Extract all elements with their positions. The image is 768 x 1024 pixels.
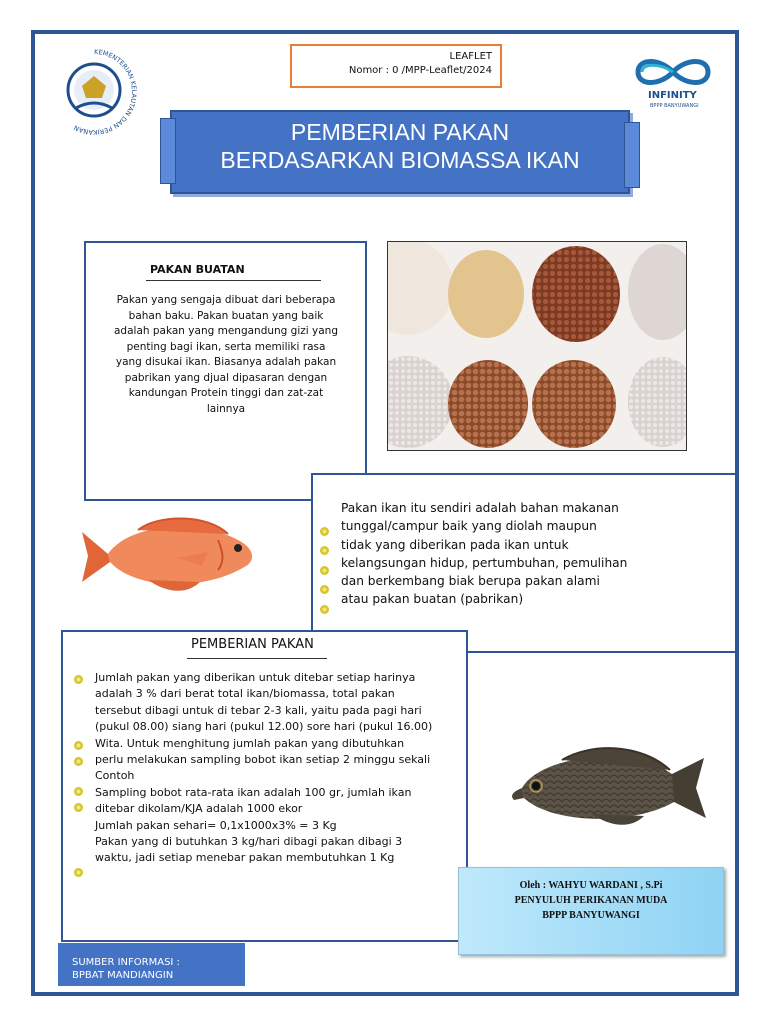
author-institution: BPPP BANYUWANGI [542, 910, 640, 921]
leaflet-number: Nomor : 0 /MPP-Leaflet/2024 [348, 65, 492, 76]
bullet-icon [73, 756, 84, 767]
feed-pellets-photo [387, 241, 687, 451]
bullet-icon [319, 584, 330, 595]
title-line-1: PEMBERIAN PAKAN [290, 119, 510, 145]
contoh-line-2: Jumlah pakan sehari= 0,1x1000x3% = 3 Kg [95, 818, 337, 832]
pakan-buatan-text: Pakan yang sengaja dibuat dari beberapa bahan baku. Pakan buatan yang baik adalah pakan yang mengandung gizi yang penting bagi ikan, serta memiliki rasa yang disukai ikan. Biasanya adalah pakan pabrikan yang djual dipasaran dengan kandungan Protein tinggi dan zat-zat lainnya [114, 294, 338, 415]
kkp-logo-text: KEMENTERIAN KELAUTAN DAN PERIKANAN [72, 47, 139, 137]
bullet-icon [319, 604, 330, 615]
contoh-label: Contoh [95, 769, 135, 783]
bullet-icon [73, 674, 84, 685]
kkp-logo [44, 42, 144, 142]
pemberian-text [95, 670, 435, 867]
heading-underline [146, 280, 321, 281]
bullet-icon [319, 526, 330, 537]
pemberian-pakan-box [61, 630, 468, 942]
author-position: PENYULUH PERIKANAN MUDA [514, 895, 668, 906]
heading-underline [187, 658, 327, 659]
bullet-icon [73, 802, 84, 813]
pakan-buatan-box [84, 241, 367, 501]
contoh-line-1: Sampling bobot rata-rata ikan adalah 100 gr, jumlah ikan ditebar dikolam/KJA adalah 1000 ekor [95, 785, 412, 816]
source-info-box [58, 943, 245, 986]
infinity-logo-subtext: BPPP BANYUWANGI [650, 103, 699, 109]
pakan-buatan-heading: PAKAN BUATAN [150, 263, 245, 276]
pemberian-paragraph-1: Jumlah pakan yang diberikan untuk ditebar setiap harinya adalah 3 % dari berat total ikan/biomassa, total pakan tersebut dibagi untuk di tebar 2-3 kali, yaitu pada pagi hari (pukul 08.00) siang hari (pukul 12.00) sore hari (pukul 16.00) Wita. Untuk menghitung jumlah pakan yang dibutuhkan perlu melakukan sampling bobot ikan setiap 2 minggu sekali [95, 671, 433, 767]
leaflet-number-box [290, 44, 502, 88]
infinity-logo-text: INFINITY [648, 90, 697, 101]
author-name: Oleh : WAHYU WARDANI , S.Pi [519, 880, 663, 891]
page-title [172, 118, 628, 174]
leaflet-label: LEAFLET [449, 51, 492, 62]
tilapia-image [482, 736, 717, 832]
bullet-icon [73, 867, 84, 878]
bullet-icon [319, 565, 330, 576]
author-box [458, 867, 724, 955]
pemberian-paragraph-3: Pakan yang di butuhkan 3 kg/hari dibagi pakan dibagi 3 waktu, jadi setiap menebar pakan membutuhkan 1 Kg [95, 835, 403, 865]
definisi-box [311, 473, 737, 653]
source-name: BPBAT MANDIANGIN [72, 970, 174, 981]
pemberian-heading: PEMBERIAN PAKAN [191, 637, 314, 652]
infinity-logo [628, 50, 718, 110]
red-tilapia-image [78, 510, 258, 602]
bullet-icon [319, 545, 330, 556]
source-label: SUMBER INFORMASI : [72, 957, 180, 968]
bullet-icon [73, 786, 84, 797]
bullet-icon [73, 740, 84, 751]
definisi-text: Pakan ikan itu sendiri adalah bahan makanan tunggal/campur baik yang diolah maupun tidak yang diberikan pada ikan untuk kelangsungan hidup, pertumbuhan, pemulihan dan berkembang biak berupa pakan alami atau pakan buatan (pabrikan) [341, 501, 628, 607]
title-line-2: BERDASARKAN BIOMASSA IKAN [220, 147, 580, 173]
title-banner [170, 110, 630, 194]
